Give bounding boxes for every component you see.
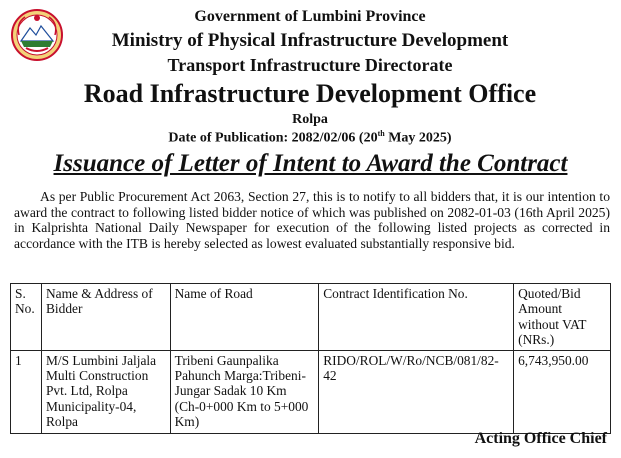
table-row — [11, 350, 611, 433]
signoff: Acting Office Chief — [474, 430, 607, 447]
header-contract-id: Contract Identification No. — [319, 284, 514, 351]
nepal-emblem-icon — [10, 8, 64, 62]
ministry-heading: Ministry of Physical Infrastructure Development — [111, 30, 509, 51]
publication-date — [70, 129, 550, 147]
district-heading: Rolpa — [292, 112, 328, 127]
table-header-row — [11, 284, 611, 351]
office-heading: Road Infrastructure Development Office — [83, 79, 537, 108]
publication-date-prefix: Date of Publication: 2082/02/06 (20 — [168, 130, 378, 146]
header-amount: Quoted/Bid Amount without VAT (NRs.) — [514, 284, 611, 351]
cell-sno: 1 — [11, 350, 42, 433]
publication-date-sup: th — [377, 129, 385, 138]
cell-road: Tribeni Gaunpalika Pahunch Marga:Tribeni-Jungar Sadak 10 Km (Ch-0+000 Km to 5+000 Km) — [170, 350, 319, 433]
cell-amount: 6,743,950.00 — [514, 350, 611, 433]
directorate-heading: Transport Infrastructure Directorate — [167, 55, 453, 75]
cell-bidder: M/S Lumbini Jaljala Multi Construction Pvt. Ltd, Rolpa Municipality-04, Rolpa — [41, 350, 170, 433]
notice-body-text: As per Public Procurement Act 2063, Section 27, this is to notify to all bidders that, it is our intention to award the contract to following listed bidder notice of which was published on 2082-01-03 (16th April 2025) in Kalprishta National Daily Newspaper for execution of the following listed projects as corrected in accordance with the ITB is hereby selected as lowest evaluated substantially responsive bid. — [14, 189, 610, 251]
award-table — [10, 283, 611, 434]
publication-date-suffix: May 2025) — [384, 130, 452, 146]
notice-body — [14, 189, 610, 251]
header-bidder: Name & Address of Bidder — [41, 284, 170, 351]
cell-contract-id: RIDO/ROL/W/Ro/NCB/081/82-42 — [319, 350, 514, 433]
notice-title: Issuance of Letter of Intent to Award the Contract — [53, 150, 568, 177]
header-sno: S. No. — [11, 284, 42, 351]
header-road: Name of Road — [170, 284, 319, 351]
government-heading: Government of Lumbini Province — [194, 8, 426, 25]
